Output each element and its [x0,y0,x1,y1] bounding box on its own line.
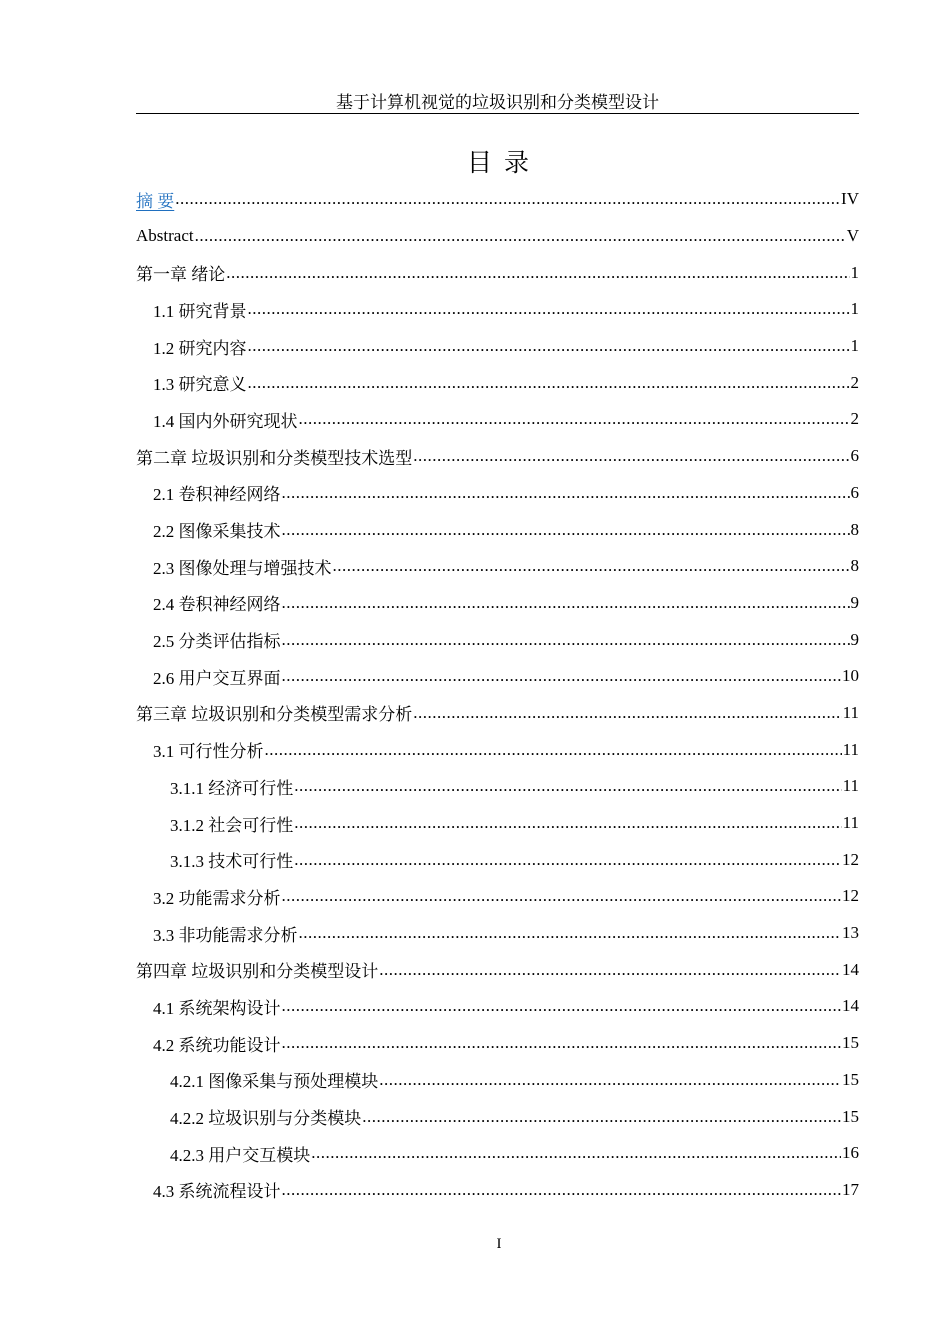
toc-entry-page: 1 [850,336,859,356]
toc-entry[interactable] [136,364,859,401]
toc-entry-title: 4.1 系统架构设计 [153,998,281,1018]
toc-leader-dots [379,1069,841,1091]
toc-entry-page: 9 [850,629,859,649]
toc-entry-page: 11 [842,739,859,759]
toc-entry[interactable] [136,658,859,695]
toc-entry[interactable] [136,1135,859,1172]
header-rule [136,113,859,114]
toc-leader-dots [248,298,850,320]
toc-entry-page: 1 [850,299,859,319]
toc-entry[interactable] [136,951,859,988]
toc-entry-page: 6 [850,446,859,466]
toc-entry-page: 6 [850,482,859,502]
toc-entry[interactable] [136,1098,859,1135]
toc-entry[interactable] [136,328,859,365]
toc-entry-title: 4.2 系统功能设计 [153,1035,281,1055]
toc-entry-page: 2 [850,409,859,429]
toc-entry-title: 4.2.1 图像采集与预处理模块 [170,1072,379,1092]
toc-entry-title: 第二章 垃圾识别和分类模型技术选型 [136,448,413,468]
toc-entry-title: 3.1.1 经济可行性 [170,778,294,798]
toc-entry[interactable] [136,218,859,255]
toc-entry[interactable] [136,621,859,658]
toc-entry-page: 8 [850,556,859,576]
toc-entry-page: 14 [842,996,859,1016]
toc-entry[interactable] [136,1172,859,1209]
toc-entry[interactable] [136,181,859,218]
toc-entry-page: 11 [842,813,859,833]
toc-entry[interactable] [136,1062,859,1099]
table-of-contents [136,181,859,1208]
toc-entry[interactable] [136,695,859,732]
toc-entry-page: IV [841,189,859,209]
toc-entry-page: 1 [850,262,859,282]
toc-entry[interactable] [136,511,859,548]
toc-leader-dots [282,1032,842,1054]
toc-entry-page: 17 [842,1179,859,1199]
toc-leader-dots [294,849,841,871]
running-header: 基于计算机视觉的垃圾识别和分类模型设计 [336,93,659,112]
toc-entry-page: 15 [842,1033,859,1053]
toc-entry-page: 8 [850,519,859,539]
toc-entry-title: 第三章 垃圾识别和分类模型需求分析 [136,705,413,725]
toc-entry-title: 2.2 图像采集技术 [153,522,281,542]
toc-entry-page: 11 [842,776,859,796]
toc-entry[interactable] [136,401,859,438]
toc-entry-title: 2.6 用户交互界面 [153,668,281,688]
toc-entry[interactable] [136,548,859,585]
toc-leader-dots [362,1106,841,1128]
toc-entry-title: 4.3 系统流程设计 [153,1182,281,1202]
toc-entry-title: 1.4 国内外研究现状 [153,411,298,431]
toc-leader-dots [282,482,850,504]
toc-leader-dots [282,592,850,614]
toc-leader-dots [282,1179,842,1201]
toc-entry-page: 2 [850,372,859,392]
toc-leader-dots [282,519,850,541]
toc-entry-page: 14 [842,959,859,979]
toc-entry-page: 15 [842,1069,859,1089]
toc-entry[interactable] [136,988,859,1025]
toc-leader-dots [265,739,842,761]
toc-entry[interactable] [136,438,859,475]
toc-entry-page: 10 [842,666,859,686]
toc-entry-title: 1.3 研究意义 [153,375,247,395]
toc-leader-dots [311,1142,841,1164]
toc-entry[interactable] [136,878,859,915]
toc-entry-title: Abstract [136,226,194,246]
toc-entry-page: 9 [850,592,859,612]
toc-entry[interactable] [136,768,859,805]
toc-leader-dots [294,775,841,797]
toc-entry[interactable] [136,731,859,768]
page-number: I [496,1236,502,1252]
toc-entry-title: 第一章 绪论 [136,265,226,285]
toc-entry-title: 3.1 可行性分析 [153,742,264,762]
toc-leader-dots [248,372,850,394]
toc-entry[interactable] [136,915,859,952]
toc-leader-dots [333,555,850,577]
toc-entry[interactable] [136,841,859,878]
page-title: 目 录 [467,148,531,177]
toc-entry-title[interactable]: 摘 要 [136,191,175,211]
toc-leader-dots [226,262,849,284]
toc-leader-dots [282,885,842,907]
toc-entry-page: 15 [842,1106,859,1126]
toc-leader-dots [282,995,842,1017]
toc-entry-title: 3.2 功能需求分析 [153,888,281,908]
toc-entry-title: 3.1.2 社会可行性 [170,815,294,835]
toc-entry[interactable] [136,291,859,328]
toc-leader-dots [248,335,850,357]
toc-entry[interactable] [136,475,859,512]
toc-entry-page: 12 [842,886,859,906]
toc-leader-dots [413,445,849,467]
toc-leader-dots [299,922,842,944]
toc-entry[interactable] [136,805,859,842]
toc-entry-title: 2.4 卷积神经网络 [153,595,281,615]
toc-leader-dots [294,812,841,834]
toc-leader-dots [299,408,850,430]
toc-leader-dots [282,665,842,687]
toc-leader-dots [282,629,850,651]
toc-entry-title: 3.3 非功能需求分析 [153,925,298,945]
toc-entry-title: 1.1 研究背景 [153,301,247,321]
toc-entry-title: 3.1.3 技术可行性 [170,852,294,872]
toc-leader-dots [413,702,841,724]
toc-entry-page: V [846,226,859,246]
toc-entry-title: 4.2.3 用户交互模块 [170,1145,311,1165]
toc-leader-dots [195,225,846,247]
toc-entry-title: 第四章 垃圾识别和分类模型设计 [136,962,379,982]
toc-leader-dots [379,959,841,981]
toc-entry-page: 12 [842,849,859,869]
toc-entry-title: 2.3 图像处理与增强技术 [153,558,332,578]
toc-entry[interactable] [136,254,859,291]
toc-entry-title: 2.5 分类评估指标 [153,632,281,652]
toc-entry[interactable] [136,585,859,622]
toc-entry-page: 11 [842,702,859,722]
toc-leader-dots [175,188,840,210]
toc-entry-title: 1.2 研究内容 [153,338,247,358]
toc-entry-page: 16 [842,1143,859,1163]
toc-entry-page: 13 [842,923,859,943]
toc-entry-title: 4.2.2 垃圾识别与分类模块 [170,1109,362,1129]
toc-entry[interactable] [136,1025,859,1062]
toc-entry-title: 2.1 卷积神经网络 [153,485,281,505]
